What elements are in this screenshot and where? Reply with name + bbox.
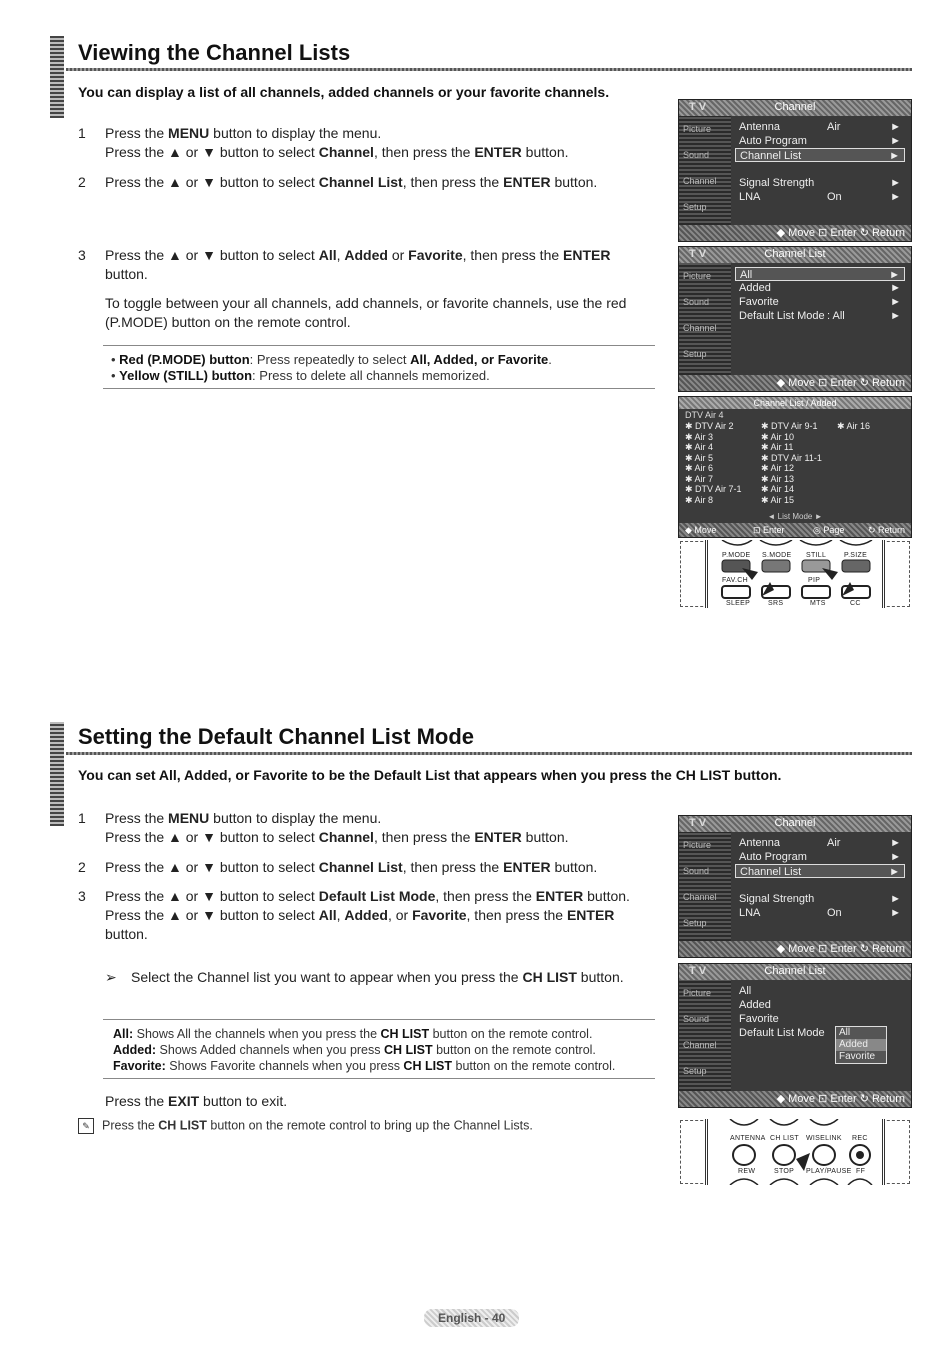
remote-label: FF: [856, 1168, 866, 1175]
tip-row: ✎ Press the CH LIST button on the remote control to bring up the Channel Lists.: [78, 1118, 533, 1134]
channel-list-screen: [678, 396, 912, 538]
tv-menu-item: Antenna Air ►: [739, 837, 901, 849]
note-yellow: • Yellow (STILL) button: Press to delete all channels memorized.: [111, 368, 490, 383]
remote-label: P.SIZE: [844, 552, 868, 559]
remote-buttons: [708, 1119, 882, 1185]
tv-menu-item: Signal Strength ►: [739, 177, 901, 189]
channel-entry: ✱ DTV Air 2: [685, 421, 734, 431]
tv-menu-item: LNA On ►: [739, 907, 901, 919]
tv-channel-menu: T V Channel Picture Sound Channel Setup Antenna Air ► Auto Program ► Channel List ► Signal Strength ► LNA On ► ◆ Move ⊡ Enter ↻ Return: [678, 99, 912, 242]
channel-icon: Channel: [683, 176, 717, 186]
arrow-right-icon: ►: [890, 907, 901, 919]
step-3: 3 Press the ▲ or ▼ button to select All, Added or Favorite, then press the ENTER button.: [78, 246, 668, 286]
title-rule: [66, 752, 912, 755]
tv-footer: ◆ Move ⊡ Enter ↻ Return: [679, 375, 911, 391]
page-number: English - 40: [424, 1309, 519, 1327]
arrow-right-icon: ►: [889, 150, 900, 162]
popup-option: Favorite: [839, 1051, 876, 1062]
setup-icon: Setup: [683, 349, 707, 359]
remote-label: PLAY/PAUSE: [806, 1168, 852, 1175]
channel-entry: ✱ Air 8: [685, 494, 714, 505]
note-box: [103, 345, 655, 389]
list-mode-label: ◄ List Mode ►: [767, 512, 823, 521]
tv-menu-item: Channel List ►: [735, 864, 905, 878]
channel-entry: ✱ Air 11: [761, 442, 794, 452]
setup-icon: Setup: [683, 1066, 707, 1076]
tv-footer: ◆ Move ⊡ Enter ↻ Return: [679, 225, 911, 241]
select-note: ➢ Select the Channel list you want to appear when you press the CH LIST button.: [105, 969, 624, 985]
picture-icon: Picture: [683, 124, 712, 134]
tv-sidebar: [679, 116, 731, 225]
channel-entry: ✱ DTV Air 7-1: [685, 484, 742, 494]
remote-control-illustration: [680, 1120, 910, 1184]
exit-instruction: Press the EXIT button to exit.: [105, 1093, 288, 1109]
channel-entry: ✱ Air 14: [761, 484, 795, 494]
arrow-right-icon: ►: [890, 837, 901, 849]
arrow-right-icon: ►: [889, 866, 900, 878]
remote-label: FAV.CH: [722, 577, 748, 584]
channel-icon: Channel: [683, 323, 717, 333]
step-3: 3 Press the ▲ or ▼ button to select Default List Mode, then press the ENTER button. Press the ▲ or ▼ button to select All, Added, or Favorite, then press the ENTER button.: [78, 887, 668, 967]
remote-label: CH LIST: [770, 1135, 799, 1142]
tv-menu-item: Channel List ►: [735, 148, 905, 162]
tv-menu-item: LNA On ►: [739, 191, 901, 203]
channel-entry: ✱ Air 6: [685, 463, 714, 473]
tv-menu-item: Signal Strength ►: [739, 893, 901, 905]
arrow-right-icon: ►: [889, 269, 900, 281]
popup-option: All: [839, 1027, 851, 1038]
remote-label: P.MODE: [722, 552, 751, 559]
popup-option: Added: [836, 1039, 886, 1051]
arrow-right-icon: ►: [890, 296, 901, 308]
toggle-note: To toggle between your all channels, add channels, or favorite channels, use the red (P.MODE) button on the remote control.: [105, 295, 627, 330]
channel-entry: ✱ Air 7: [685, 473, 714, 484]
channel-icon: Channel: [683, 1040, 717, 1050]
tv-sidebar: [679, 263, 731, 375]
tv-menu-item: [735, 878, 905, 892]
step-text: Press the ▲ or ▼ button to select Channel List, then press the ENTER button.: [105, 859, 598, 875]
channel-entry: ✱ Air 12: [761, 463, 795, 473]
tv-menu-item: Antenna Air ►: [739, 121, 901, 133]
channel-list-subtitle: DTV Air 4: [685, 410, 724, 420]
tv-channel-list-menu: T V Channel List Picture Sound Channel Setup All ► Added ► Favorite ► Default List Mode : All ► ◆ Move ⊡ Enter ↻ Return: [678, 246, 912, 392]
channel-entry: ✱ Air 4: [685, 442, 714, 452]
step-text: Press the ▲ or ▼ button to select Channel List, then press the ENTER button.: [105, 174, 598, 190]
tv-channel-menu: T V Channel Picture Sound Channel Setup Antenna Air ► Auto Program ► Channel List ► Signal Strength ► LNA On ► ◆ Move ⊡ Enter ↻ Return: [678, 815, 912, 958]
step-2: 2 Press the ▲ or ▼ button to select Channel List, then press the ENTER button.: [78, 173, 668, 193]
tv-sidebar: [679, 832, 731, 941]
channel-column: [837, 421, 907, 432]
note-icon: ✎: [78, 1118, 94, 1134]
section-marker: [50, 36, 64, 118]
channel-entry: ✱ Air 15: [761, 494, 795, 505]
tv-menu-item: Favorite ►: [739, 296, 901, 308]
section2-intro: You can set All, Added, or Favorite to be the Default List that appears when you press the CH LIST button.: [78, 767, 782, 783]
remote-label: SLEEP: [726, 600, 751, 607]
tv-menu-items: [735, 120, 905, 204]
remote-label: REW: [738, 1168, 756, 1175]
tv-menu-item: Added ►: [739, 282, 901, 294]
section-marker: [50, 722, 64, 826]
step-text: Press the MENU button to display the menu. Press the ▲ or ▼ button to select Channel, then press the ENTER button.: [105, 810, 569, 845]
default-mode-popup: [835, 1026, 887, 1064]
channel-entry: ✱ Air 13: [761, 473, 795, 484]
tv-menu-items: [735, 267, 905, 323]
note-all: All: Shows All the channels when you press the CH LIST button on the remote control.: [113, 1027, 593, 1041]
title-rule: [66, 68, 912, 71]
tv-menu-item: Default List Mode : All ►: [739, 310, 901, 322]
arrow-right-icon: ►: [890, 851, 901, 863]
sound-icon: Sound: [683, 150, 710, 160]
step-1: 1 Press the MENU button to display the menu. Press the ▲ or ▼ button to select Channel, then press the ENTER button.: [78, 809, 668, 849]
arrow-right-icon: ►: [890, 310, 901, 322]
setup-icon: Setup: [683, 918, 707, 928]
remote-label: WISELINK: [806, 1135, 842, 1142]
remote-control-illustration: [680, 541, 910, 607]
sound-icon: Sound: [683, 1014, 710, 1024]
channel-icon: Channel: [683, 892, 717, 902]
tv-menu-item: Added: [739, 999, 771, 1011]
channel-column: [761, 421, 831, 505]
note-red: • Red (P.MODE) button: Press repeatedly to select All, Added, or Favorite.: [111, 352, 552, 367]
step-text: Press the MENU button to display the menu. Press the ▲ or ▼ button to select Channel, then press the ENTER button.: [105, 125, 569, 160]
tv-default-list-menu: T V Channel List Picture Sound Channel Setup All Added Favorite Default List Mode All Added Favorite ◆ Move ⊡ Enter ↻ Return: [678, 963, 912, 1108]
section2-title: Setting the Default Channel List Mode: [78, 724, 475, 749]
tv-footer: ◆ Move ⊡ Enter ↻ Return: [679, 1091, 911, 1107]
arrow-right-icon: ►: [890, 135, 901, 147]
remote-label: SRS: [768, 600, 784, 607]
section1-title: Viewing the Channel Lists: [78, 40, 351, 65]
tv-menu-items: [735, 836, 905, 920]
note-box: [103, 1019, 655, 1079]
remote-label: STOP: [774, 1168, 795, 1175]
remote-label: MTS: [810, 600, 826, 607]
tv-footer: ◆ Move ⊡ Enter ↻ Return: [679, 941, 911, 957]
picture-icon: Picture: [683, 988, 712, 998]
channel-list-title: Channel List / Added: [679, 397, 911, 409]
arrow-right-icon: ►: [890, 191, 901, 203]
arrow-right-icon: ►: [890, 893, 901, 905]
channel-list-footer: ◆ Move ⊡ Enter ◎ Page ↻ Return: [679, 523, 911, 537]
remote-label: ANTENNA: [730, 1135, 766, 1142]
remote-label: S.MODE: [762, 552, 792, 559]
remote-label: STILL: [806, 552, 827, 559]
tv-menu-item: [735, 162, 905, 176]
tv-menu-item: Auto Program ►: [739, 851, 901, 863]
step-2: 2 Press the ▲ or ▼ button to select Channel List, then press the ENTER button.: [78, 858, 668, 878]
channel-entry: ✱ DTV Air 11-1: [761, 452, 822, 463]
tv-menu-item: All ►: [735, 267, 905, 281]
arrow-right-icon: ►: [890, 177, 901, 189]
channel-entry: ✱ Air 10: [761, 431, 795, 442]
step-1: 1 Press the MENU button to display the menu. Press the ▲ or ▼ button to select Channel, then press the ENTER button.: [78, 124, 668, 164]
remote-label: CC: [850, 600, 861, 607]
arrow-right-icon: ►: [890, 121, 901, 133]
tv-menu-item: Favorite: [739, 1013, 779, 1025]
tv-menu-item: Default List Mode: [739, 1027, 825, 1039]
channel-entry: ✱ Air 5: [685, 452, 714, 463]
sound-icon: Sound: [683, 297, 710, 307]
step-text: Press the ▲ or ▼ button to select Default List Mode, then press the ENTER button. Press the ▲ or ▼ button to select All, Added, or Favorite, then press the ENTER button.: [105, 888, 630, 942]
picture-icon: Picture: [683, 271, 712, 281]
remote-label: REC: [852, 1135, 868, 1142]
tv-sidebar: [679, 980, 731, 1091]
setup-icon: Setup: [683, 202, 707, 212]
channel-entry: ✱ DTV Air 9-1: [761, 421, 818, 431]
tv-menu-item: All: [739, 985, 752, 997]
section1-intro: You can display a list of all channels, added channels or your favorite channels.: [78, 84, 610, 100]
channel-entry: ✱ Air 16: [837, 421, 871, 431]
note-added: Added: Shows Added channels when you press CH LIST button on the remote control.: [113, 1043, 596, 1057]
channel-entry: ✱ Air 3: [685, 431, 714, 442]
tv-menu-item: Auto Program ►: [739, 135, 901, 147]
remote-label: PIP: [808, 577, 821, 584]
arrow-right-icon: ►: [890, 282, 901, 294]
channel-column: [685, 421, 755, 505]
arrow-icon: ➢: [105, 969, 117, 985]
note-favorite: Favorite: Shows Favorite channels when you press CH LIST button on the remote control.: [113, 1059, 616, 1073]
picture-icon: Picture: [683, 840, 712, 850]
sound-icon: Sound: [683, 866, 710, 876]
step-text: Press the ▲ or ▼ button to select All, Added or Favorite, then press the ENTER button.: [105, 247, 611, 282]
